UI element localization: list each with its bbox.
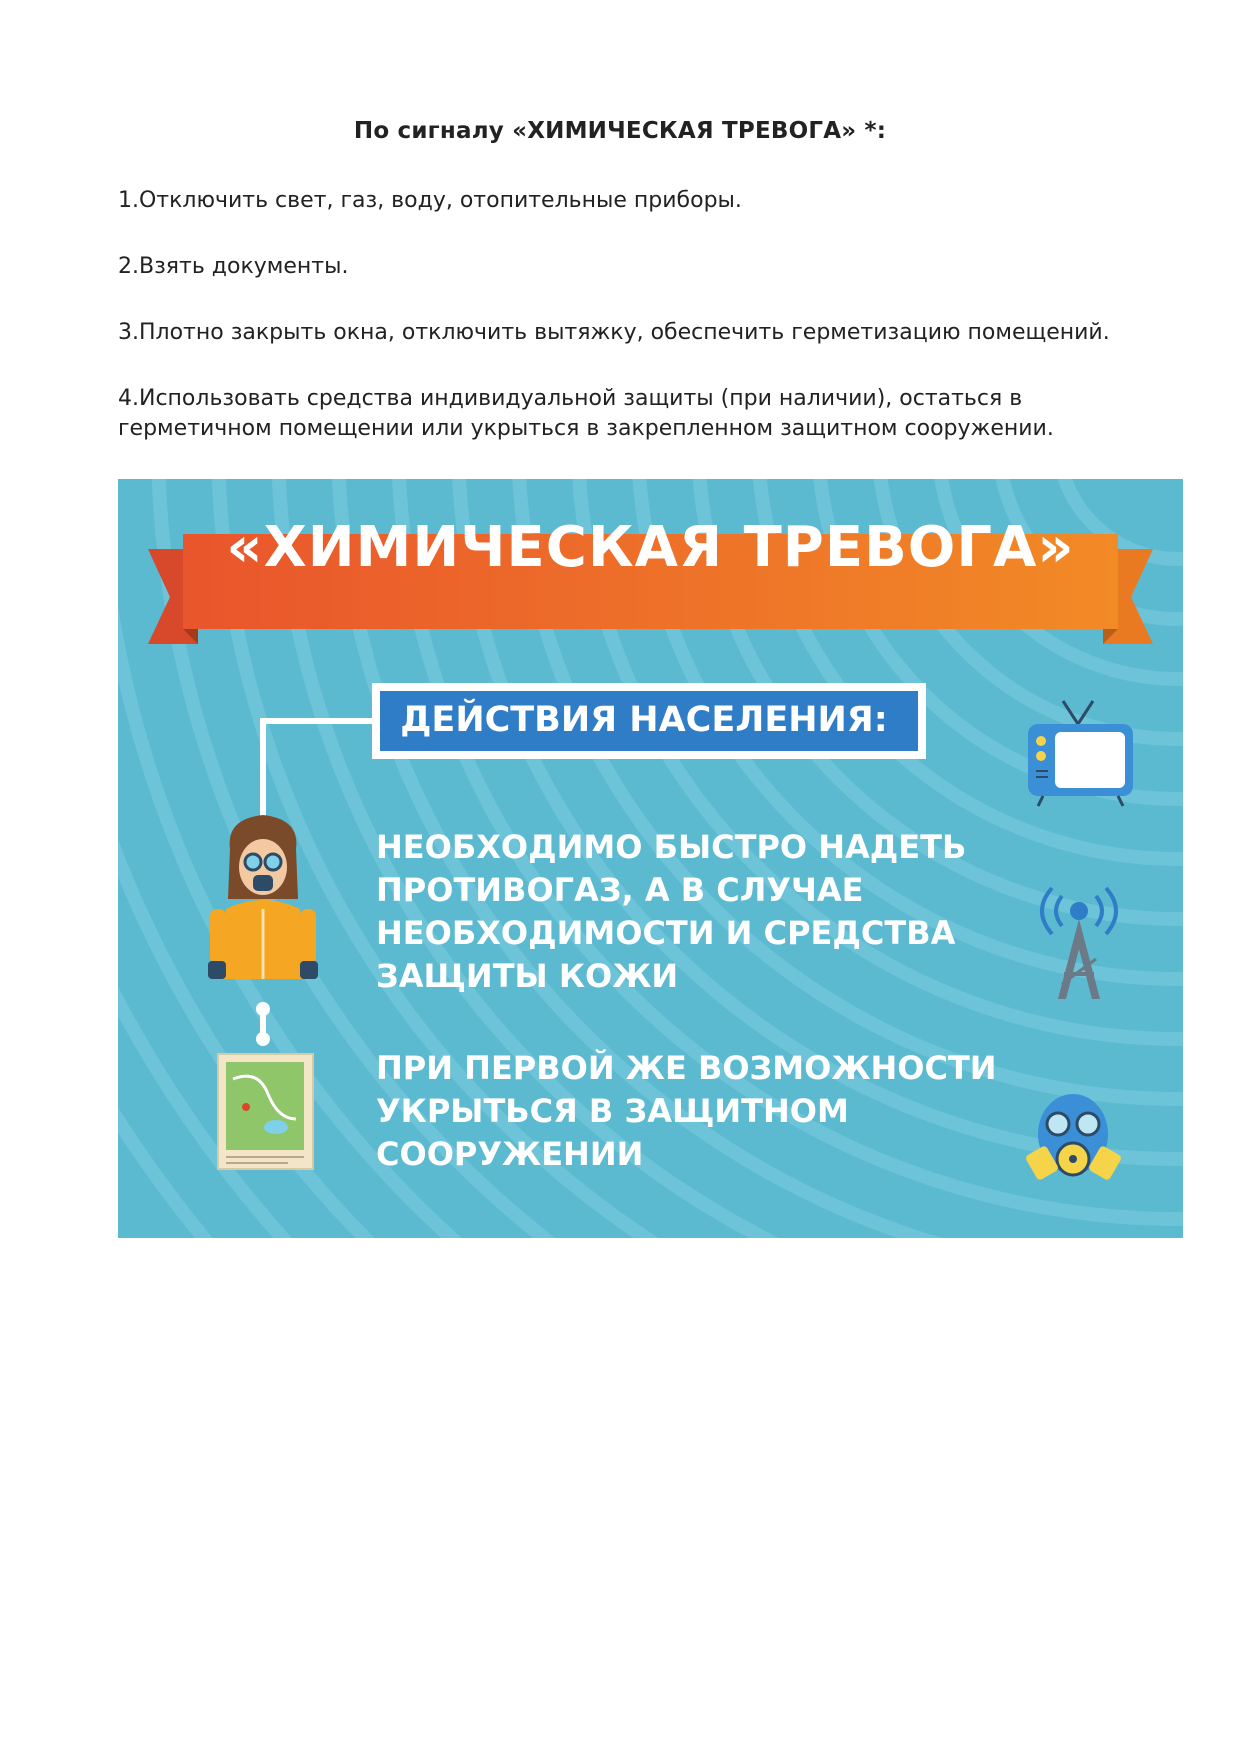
map-icon <box>218 1054 313 1169</box>
poster-image <box>118 479 1183 1238</box>
instruction-item-3: 3.Плотно закрыть окна, отключить вытяжку, обеспечить герметизацию помещений. <box>118 320 1110 345</box>
poster-paragraph-2: ПРИ ПЕРВОЙ ЖЕ ВОЗМОЖНОСТИ УКРЫТЬСЯ В ЗАЩИТНОМ СООРУЖЕНИИ <box>376 1049 997 1173</box>
instruction-item-4: 4.Использовать средства индивидуальной защиты (при наличии), остаться в герметичном помещении или укрыться в закрепленном защитном сооружении. <box>118 386 1054 441</box>
poster-paragraph-1: НЕОБХОДИМО БЫСТРО НАДЕТЬ ПРОТИВОГАЗ, А В СЛУЧАЕ НЕОБХОДИМОСТИ И СРЕДСТВА ЗАЩИТЫ КОЖИ <box>376 828 967 995</box>
instruction-item-2: 2.Взять документы. <box>118 254 349 279</box>
connector-dot <box>256 1002 270 1016</box>
page-title: По сигналу «ХИМИЧЕСКАЯ ТРЕВОГА» *: <box>353 118 887 144</box>
poster-subtitle: ДЕЙСТВИЯ НАСЕЛЕНИЯ: <box>400 700 888 740</box>
instruction-item-1: 1.Отключить свет, газ, воду, отопительные приборы. <box>118 188 742 213</box>
poster-banner-title: «ХИМИЧЕСКАЯ ТРЕВОГА» <box>226 515 1075 580</box>
connector-dot <box>256 1032 270 1046</box>
